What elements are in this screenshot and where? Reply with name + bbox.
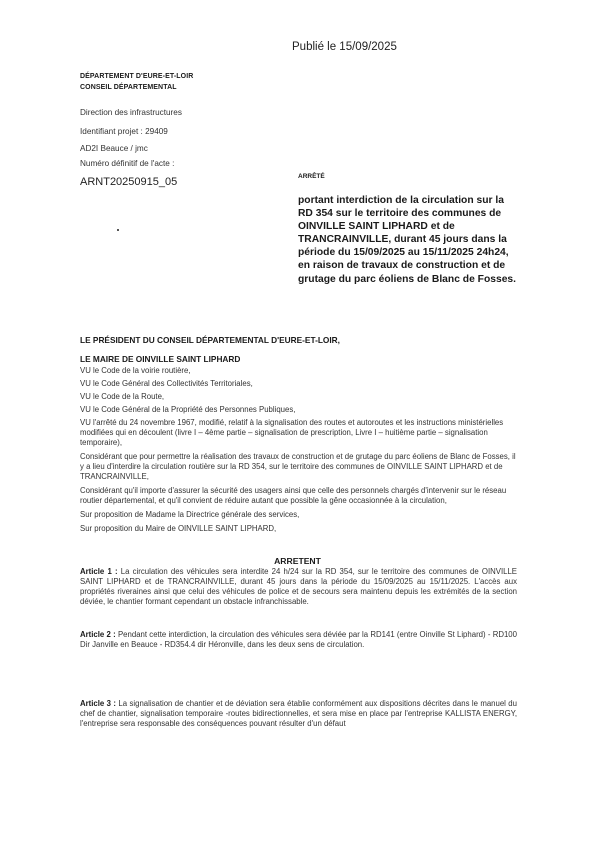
president-heading: LE PRÉSIDENT DU CONSEIL DÉPARTEMENTAL D'EURE-ET-LOIR, bbox=[80, 335, 340, 345]
publication-date: Publié le 15/09/2025 bbox=[292, 41, 397, 53]
article-label: Article 2 : bbox=[80, 630, 116, 639]
project-identifier: Identifiant projet : 29409 bbox=[80, 127, 168, 136]
mayor-heading: LE MAIRE DE OINVILLE SAINT LIPHARD bbox=[80, 354, 241, 364]
consideration-item: VU le Code Général de la Propriété des Personnes Publiques, bbox=[80, 405, 296, 414]
act-number-label: Numéro définitif de l'acte : bbox=[80, 159, 175, 168]
decree-title: portant interdiction de la circulation sur la RD 354 sur le territoire des communes de OINVILLE SAINT LIPHARD et de TRANCRAINVILLE, durant 45 jours dans la période du 15/09/2025 au 15/11/2025 24h24, en raison de travaux de construction et de grutage du parc éoliens de Blanc de Fosses. bbox=[298, 195, 517, 285]
service-reference: AD2I Beauce / jmc bbox=[80, 144, 148, 153]
article-3 bbox=[80, 699, 517, 729]
article-2 bbox=[80, 630, 517, 650]
consideration-item: Sur proposition du Maire de OINVILLE SAINT LIPHARD, bbox=[80, 524, 277, 533]
arretent-heading: ARRETENT bbox=[274, 556, 321, 566]
consideration-item: VU le Code de la voirie routière, bbox=[80, 366, 191, 375]
article-label: Article 1 : bbox=[80, 567, 118, 576]
consideration-item: VU l'arrêté du 24 novembre 1967, modifié, relatif à la signalisation des routes et autoroutes et les instructions ministérielles modifiées qui en découlent (livre I – 4ème partie – signalisation de prescription, Livre I – huitième partie – signalisation temporaire), bbox=[80, 418, 504, 447]
department-name: DÉPARTEMENT D'EURE-ET-LOIR bbox=[80, 73, 194, 80]
article-text: La signalisation de chantier et de déviation sera établie conformément aux dispositions décrites dans le manuel du chef de chantier, signalisation temporaire -routes bidirectionnelles, et sera mise en place par l'entreprise KALLISTA ENERGY, l'entreprise sera responsable des conséquences pouvant résulter d'un défaut bbox=[80, 699, 517, 728]
article-text: Pendant cette interdiction, la circulation des véhicules sera déviée par la RD141 (entre Oinville St Liphard) - RD100 Dir Janville en Beauce - RD354.4 dir Héronville, dans les deux sens de circulation. bbox=[80, 630, 517, 649]
consideration-item: VU le Code de la Route, bbox=[80, 392, 165, 401]
article-label: Article 3 : bbox=[80, 699, 116, 708]
arrete-label: ARRÊTÉ bbox=[298, 173, 325, 180]
consideration-item: VU le Code Général des Collectivités Territoriales, bbox=[80, 379, 253, 388]
direction-name: Direction des infrastructures bbox=[80, 108, 182, 117]
article-1 bbox=[80, 567, 517, 607]
consideration-item: Sur proposition de Madame la Directrice générale des services, bbox=[80, 510, 300, 519]
consideration-item: Considérant que pour permettre la réalisation des travaux de construction et de grutage du parc éoliens de Blanc de Fosses, il y a lieu d'interdire la circulation routière sur la RD 354, sur le territoire des communes de OINVILLE SAINT LIPHARD et de TRANCRAINVILLE, bbox=[80, 452, 516, 481]
act-number: ARNT20250915_05 bbox=[80, 176, 178, 188]
scan-speck bbox=[117, 229, 119, 231]
article-text: La circulation des véhicules sera interdite 24 h/24 sur la RD 354, sur le territoire des communes de OINVILLE SAINT LIPHARD et de TRANCRAINVILLE, durant 45 jours dans la période du 15/09/2025 au 15/11/2025. L'accès aux propriétés riveraines ainsi que celui des véhicules de police et de secours sera maintenu depuis les extrémités de la section déviée, le chantier formant cependant un obstacle infranchissable. bbox=[80, 567, 517, 606]
consideration-item: Considérant qu'il importe d'assurer la sécurité des usagers ainsi que celle des personnels chargés d'intervenir sur le réseau routier départemental, et qu'il convient de réduire autant que possible la gêne occasionnée à la circulation, bbox=[80, 486, 507, 505]
council-name: CONSEIL DÉPARTEMENTAL bbox=[80, 84, 177, 91]
considerations-list bbox=[80, 366, 517, 534]
